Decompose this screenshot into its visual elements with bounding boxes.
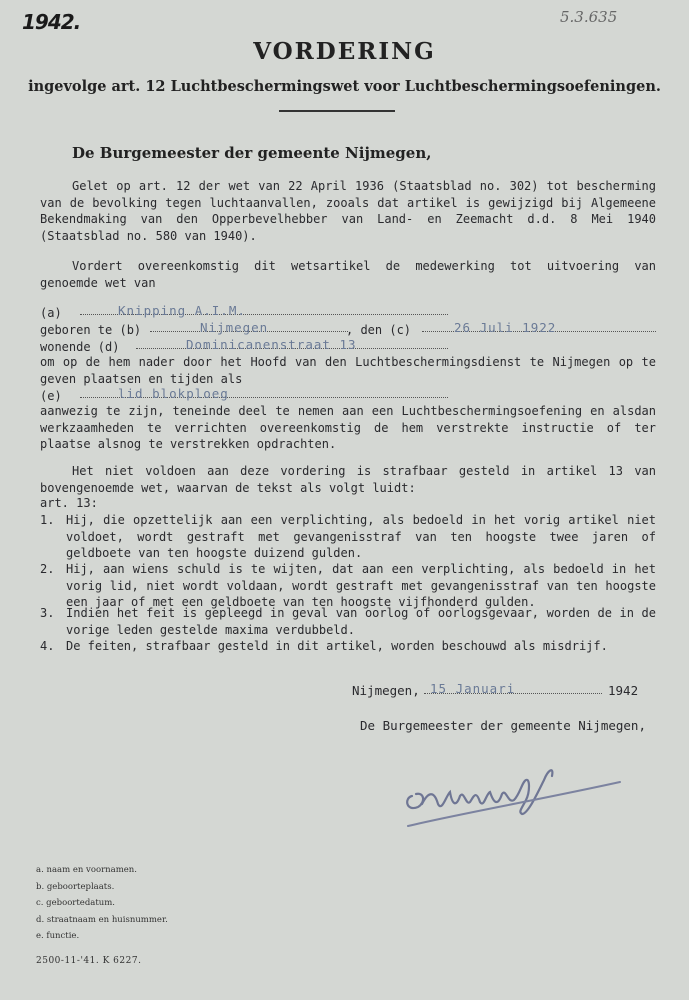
intro-paragraph: [40, 178, 656, 244]
article-item: [40, 512, 656, 562]
birth-field-row: [40, 322, 656, 338]
instruction-before: om op de hem nader door het Hoofd van den Luchtbeschermingsdienst te Nijmegen op te geven plaatsen en tijden als: [40, 355, 656, 386]
article-heading: art. 13:: [40, 496, 98, 510]
name-field-row: [40, 305, 656, 321]
article-item-number: 2.: [40, 562, 55, 576]
article-item-text: De feiten, strafbaar gesteld in dit artikel, worden beschouwd als misdrijf.: [66, 639, 608, 653]
mayor-signature: [398, 752, 628, 842]
signer-title: De Burgemeester der gemeente Nijmegen,: [360, 718, 646, 733]
archive-number: 5.3.635: [560, 8, 618, 26]
print-code: 2500-11-'41. K 6227.: [36, 956, 142, 966]
signature-underline: [408, 782, 620, 826]
article-item-text: Hij, aan wiens schuld is te wijten, dat aan een verplichting, als bedoeld in het vorig lid, niet wordt voldaan, wordt gestraft met gevangenisstraf van ten hoogste een jaar of met een geldboete van ten hoogste vijfhonderd gulden.: [66, 562, 656, 609]
place-label: Nijmegen,: [352, 683, 420, 698]
address-label: wonende (d): [40, 340, 120, 354]
penalty-text: Het niet voldoen aan deze vordering is strafbaar gesteld in artikel 13 van bovengenoemde wet, waarvan de tekst als volgt luidt:: [40, 464, 656, 495]
article-item-number: 3.: [40, 606, 55, 620]
article-item: [40, 605, 656, 639]
legend-item: d. straatnaam en huisnummer.: [36, 914, 168, 925]
intro-text: Gelet op art. 12 der wet van 22 April 1936 (Staatsblad no. 302) tot bescherming van de bevolking tegen luchtaanvallen, zooals dat artikel is gewijzigd bij Algemeene Bekendmaking van den Opperbevelhebber van Land- en Zeemacht d.d. 8 Mei 1940 (Staatsblad no. 580 van 1940).: [40, 179, 656, 243]
function-field-row: [40, 388, 656, 404]
birthplace-label: geboren te (b): [40, 323, 142, 337]
document-title: VORDERING: [253, 38, 436, 65]
birthdate-value: 26 Juli 1922: [454, 320, 557, 335]
article-item-text: Indien het feit is gepleegd in geval van oorlog of oorlogsgevaar, worden de in de vorige leden gestelde maxima verdubbeld.: [66, 606, 656, 637]
article-item-number: 1.: [40, 513, 55, 527]
title-divider: [279, 110, 395, 112]
address-field-row: [40, 339, 656, 355]
issuer-heading: De Burgemeester der gemeente Nijmegen,: [72, 144, 432, 162]
birthplace-value: Nijmegen: [200, 320, 269, 335]
address-value: Dominicanenstraat 13: [186, 337, 357, 352]
name-label: (a): [40, 306, 62, 320]
article-item-number: 4.: [40, 639, 55, 653]
legend-item: a. naam en voornamen.: [36, 865, 137, 875]
signature-scrawl: [407, 770, 552, 814]
function-label: (e): [40, 389, 62, 403]
legend-item: c. geboortedatum.: [36, 898, 115, 908]
birthdate-label: , den (c): [346, 323, 412, 337]
legend-item: e. functie.: [36, 931, 80, 941]
issue-date-value: 15 Januari: [430, 681, 516, 696]
article-item-text: Hij, die opzettelijk aan een verplichting, als bedoeld in het vorig artikel niet voldoet, wordt gestraft met gevangenisstraf van ten hoogste twee jaren of geldboete van ten hoogste duizend gulden.: [66, 513, 656, 560]
name-value: Knipping A.I.M.: [118, 303, 246, 318]
instruction-after: aanwezig te zijn, teneinde deel te nemen aan een Luchtbeschermingsoefening en alsdan werkzaamheden te verrichten overeenkomstig de hem verstrekte instructie of ter plaatse alsnog te verstrekken opdrachten.: [40, 404, 656, 451]
function-value: lid blokploeg: [118, 386, 229, 401]
demand-text: Vordert overeenkomstig dit wetsartikel de medewerking tot uitvoering van genoemde wet van: [40, 259, 656, 290]
place-date-line: [352, 683, 652, 701]
handwritten-year: 1942.: [22, 10, 81, 34]
article-item: [40, 638, 656, 655]
legend-item: b. geboorteplaats.: [36, 881, 115, 892]
document-subtitle: ingevolge art. 12 Luchtbeschermingswet voor Luchtbeschermingsoefeningen.: [28, 78, 661, 95]
article-item: [40, 561, 656, 611]
issue-year: 1942: [608, 683, 639, 698]
demand-paragraph: [40, 258, 656, 291]
penalty-paragraph: [40, 463, 656, 496]
field-legend: [36, 862, 168, 945]
